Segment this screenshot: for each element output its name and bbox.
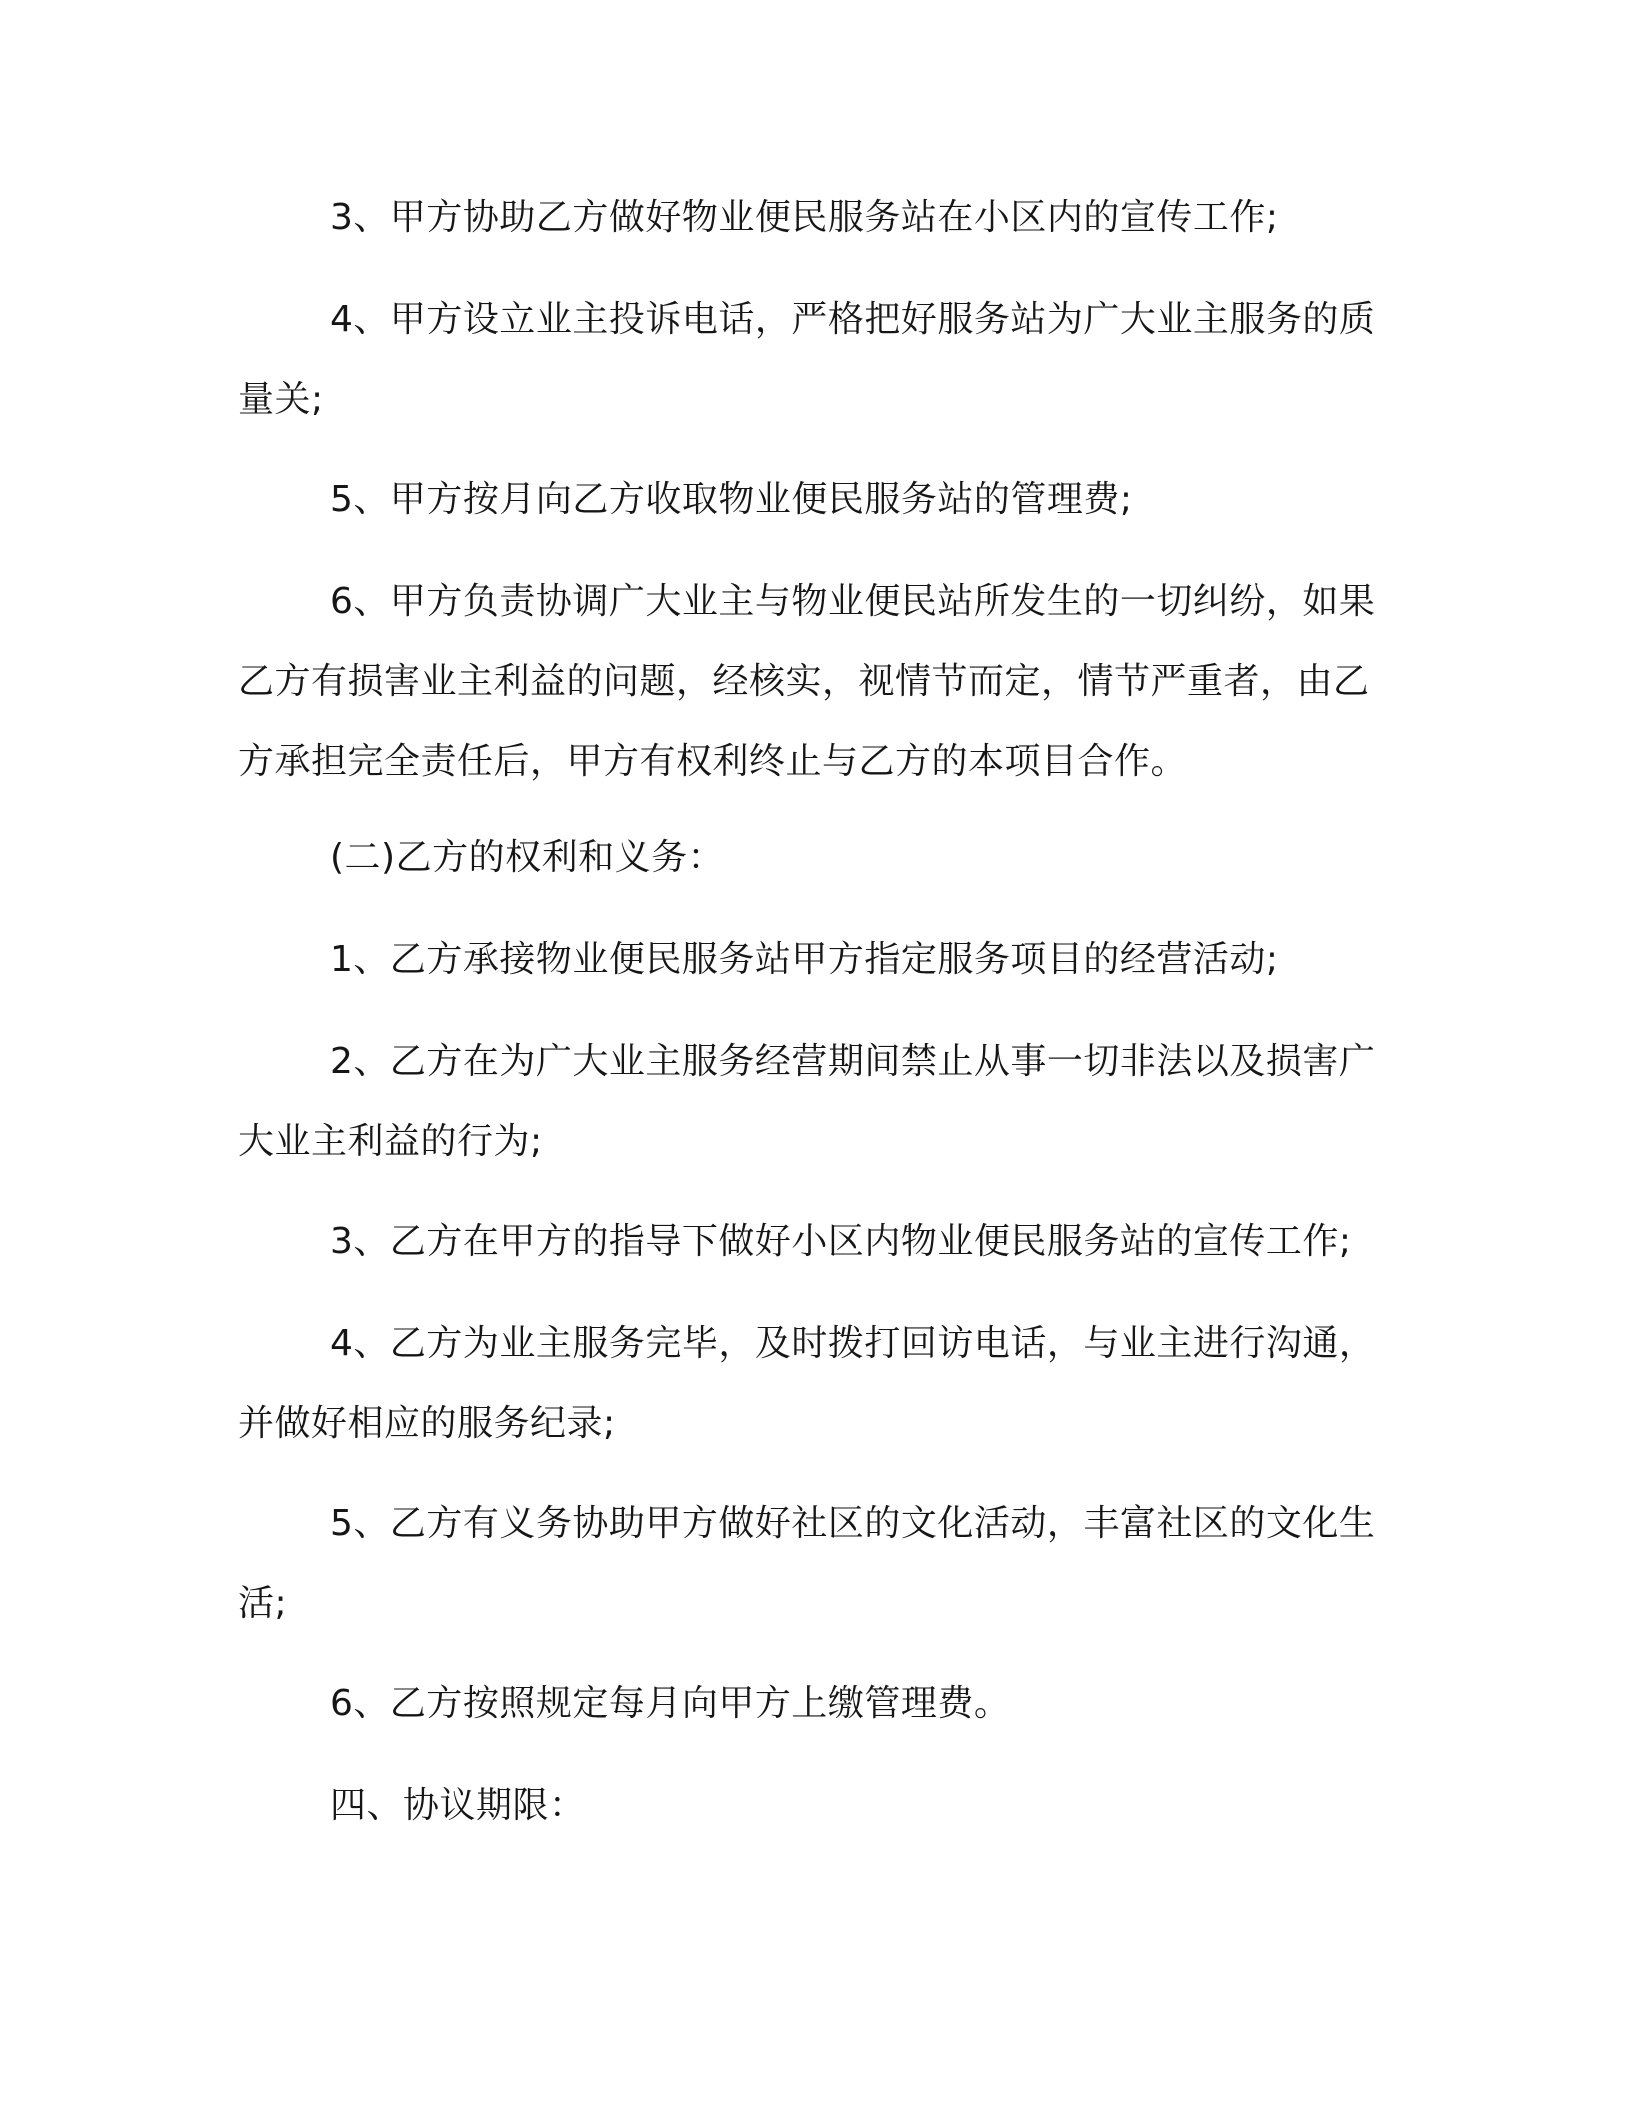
paragraph-b1: 1、乙方承接物业便民服务站甲方指定服务项目的经营活动; [330,939,1279,980]
paragraph-b3: 3、乙方在甲方的指导下做好小区内物业便民服务站的宣传工作; [330,1221,1352,1262]
paragraph-b2: 2、乙方在为广大业主服务经营期间禁止从事一切非法以及损害广大业主利益的行为; [238,1041,1376,1162]
section-heading-party-b: (二)乙方的权利和义务： [330,837,725,878]
paragraph-b4: 4、乙方为业主服务完毕，及时拨打回访电话，与业主进行沟通，并做好相应的服务纪录; [238,1323,1376,1444]
paragraph-a4: 4、甲方设立业主投诉电话，严格把好服务站为广大业主服务的质量关; [238,299,1376,420]
paragraph-a5: 5、甲方按月向乙方收取物业便民服务站的管理费; [330,479,1133,520]
paragraph-b5: 5、乙方有义务协助甲方做好社区的文化活动，丰富社区的文化生活; [238,1503,1376,1624]
section-heading-term: 四、协议期限： [330,1785,586,1826]
paragraph-b6: 6、乙方按照规定每月向甲方上缴管理费。 [330,1683,1011,1724]
paragraph-a6: 6、甲方负责协调广大业主与物业便民站所发生的一切纠纷，如果乙方有损害业主利益的问题，经核实，视情节而定，情节严重者，由乙方承担完全责任后，甲方有权利终止与乙方的本项目合作。 [238,581,1376,782]
paragraph-a3: 3、甲方协助乙方做好物业便民服务站在小区内的宣传工作; [330,197,1279,238]
